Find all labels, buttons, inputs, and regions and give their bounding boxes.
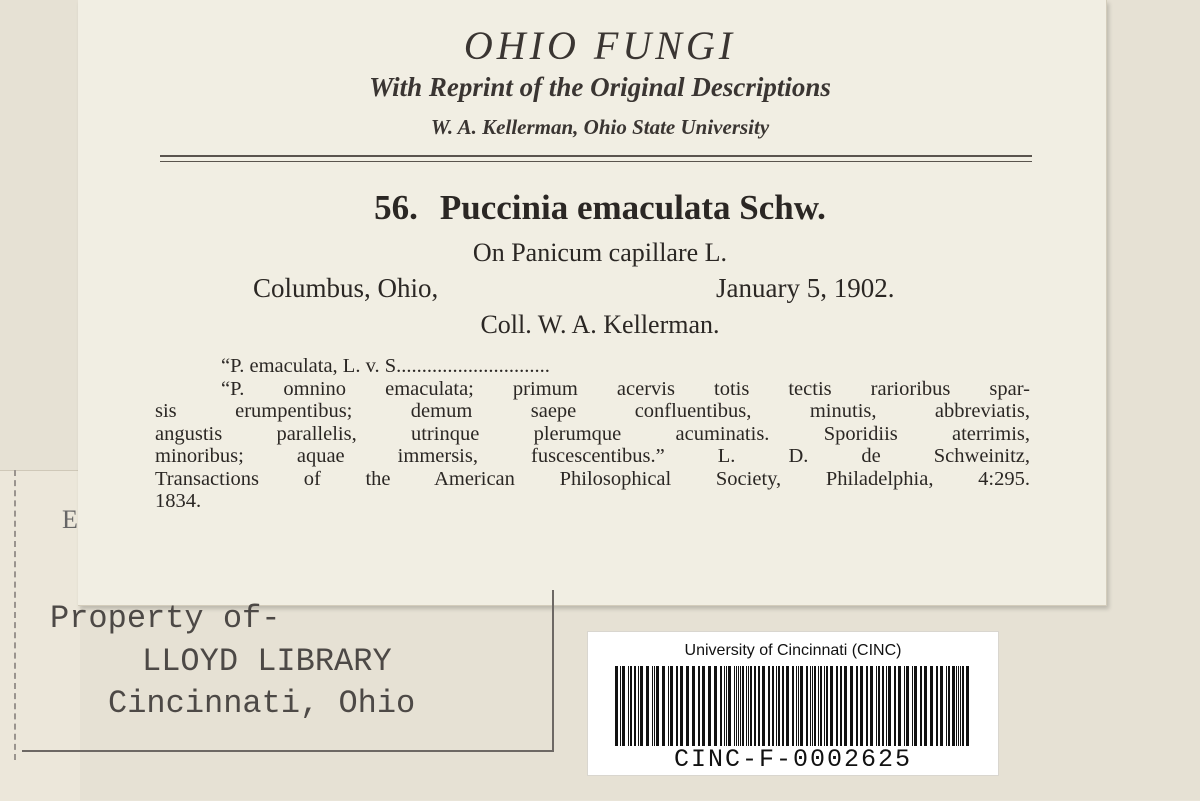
host-text: On Panicum capillare L. [472,238,728,267]
barcode-bar [628,666,629,746]
stamp-edge-line [14,470,16,760]
label-title: OHIO FUNGI [463,23,737,68]
barcode-bar [758,666,760,746]
barcode-bar [708,666,711,746]
barcode-bar [814,666,816,746]
barcode-bar [806,666,808,746]
barcode-bar [738,666,739,746]
barcode-bar [792,666,794,746]
description-line: minoribus; aquae immersis, fuscescentibus.” L. D. de Schweinitz, [155,445,1030,467]
barcode-bar [662,666,665,746]
barcode-bar [714,666,717,746]
barcode-bar [740,666,741,746]
barcode-bar [728,666,731,746]
barcode-bar [762,666,765,746]
label-author: W. A. Kellerman, Ohio State University [430,115,770,139]
barcode-bar [906,666,909,746]
barcode-bar [726,666,727,746]
barcode-bar [652,666,653,746]
barcode-bar [734,666,735,746]
barcode-bar [692,666,695,746]
barcode-bar [772,666,774,746]
collection-date: January 5, 1902. [716,273,895,303]
barcode-bar [800,666,803,746]
species-number: 56. [374,188,418,227]
barcode-bar [750,666,752,746]
barcode-bar [958,666,959,746]
barcode-catalog-number: CINC-F-0002625 [673,745,913,774]
description-line: “P. emaculata, L. v. S.............................. [221,355,550,377]
barcode-bar [840,666,842,746]
barcode-bar [962,666,964,746]
barcode-bar [940,666,943,746]
barcode-bar [702,666,705,746]
barcode-bar [860,666,863,746]
barcode-bar [720,666,722,746]
label-subtitle: With Reprint of the Original Descriptions [369,72,831,102]
barcode-bar [640,666,643,746]
description-line: “P. omnino emaculata; primum acervis totis tectis rarioribus spar- [221,377,1030,400]
barcode-bar [914,666,917,746]
barcode-bar [782,666,784,746]
barcode-bar [776,666,777,746]
barcode-bar [630,666,632,746]
collector-text: Coll. W. A. Kellerman. [480,310,720,339]
locality-text: Columbus, Ohio, [253,273,439,303]
barcode-institution: University of Cincinnati (CINC) [684,642,902,659]
barcode-bar [830,666,833,746]
barcode-bar [886,666,887,746]
barcode-bar [768,666,770,746]
barcode-bar [826,666,828,746]
barcode-bar [698,666,700,746]
barcode-bar [888,666,891,746]
barcode-bar [638,666,639,746]
barcode-bar [656,666,659,746]
barcode-bar [824,666,825,746]
barcode-bar [866,666,868,746]
barcode-bar [948,666,950,746]
barcode-bar [748,666,749,746]
barcode-bar [930,666,933,746]
barcode-label [587,631,999,776]
barcode-bar [894,666,896,746]
barcode-bar [810,666,811,746]
header-rule-bottom [160,161,1032,162]
description-line: angustis parallelis, utrinque plerumque acuminatis. Sporidiis aterrimis, [155,422,1030,445]
description-line: Transactions of the American Philosophical Society, Philadelphia, 4:295. [155,467,1030,490]
barcode-bar [870,666,873,746]
species-name: Puccinia emaculata Schw. [439,188,826,227]
header-rule-top [160,155,1032,157]
barcode-bar [786,666,789,746]
underlying-label-fragment: E [62,505,78,534]
barcode-bar [742,666,744,746]
description-line: sis erumpentibus; demum saepe confluentibus, minutis, abbreviatis, [155,400,1030,422]
barcode-bar [654,666,655,746]
barcode-bar [924,666,927,746]
barcode-bar [798,666,799,746]
barcode-bar [670,666,673,746]
barcode-bar [836,666,838,746]
barcode-bar [882,666,884,746]
stamp-line-library: LLOYD LIBRARY [142,643,392,680]
barcode-bar [936,666,938,746]
description-line: 1834. [155,490,202,512]
barcode-bar [778,666,780,746]
barcode-bar [952,666,955,746]
barcode-bar [876,666,877,746]
barcode-bar [754,666,756,746]
barcode-bar [812,666,813,746]
barcode-bar [676,666,678,746]
barcode-bar [820,666,822,746]
barcode-bar [844,666,847,746]
barcode-bar [724,666,725,746]
barcode-bar [856,666,858,746]
species-heading [0,188,1200,228]
barcode-bar [668,666,669,746]
barcode-bar [850,666,853,746]
barcode-bar [912,666,913,746]
barcode-bar [646,666,649,746]
barcode-bar [686,666,689,746]
original-description [155,355,1030,513]
barcode-bar [796,666,797,746]
barcode-bar [898,666,901,746]
barcode-bar [615,666,618,746]
barcode-bar [966,666,969,746]
barcode-bar [904,666,905,746]
barcode-bar [818,666,819,746]
barcode-bar [960,666,961,746]
barcode-bar [680,666,683,746]
barcode-bar [956,666,957,746]
barcode-bar [920,666,922,746]
barcode-bar [746,666,747,746]
stamp-line-property: Property of- [50,600,281,637]
barcode-bar [634,666,636,746]
barcode-bar [946,666,947,746]
barcode-bar [622,666,625,746]
barcode-bar [878,666,880,746]
stamp-line-city: Cincinnati, Ohio [108,685,416,722]
barcode-image [615,666,971,746]
barcode-bar [620,666,621,746]
barcode-bar [736,666,737,746]
